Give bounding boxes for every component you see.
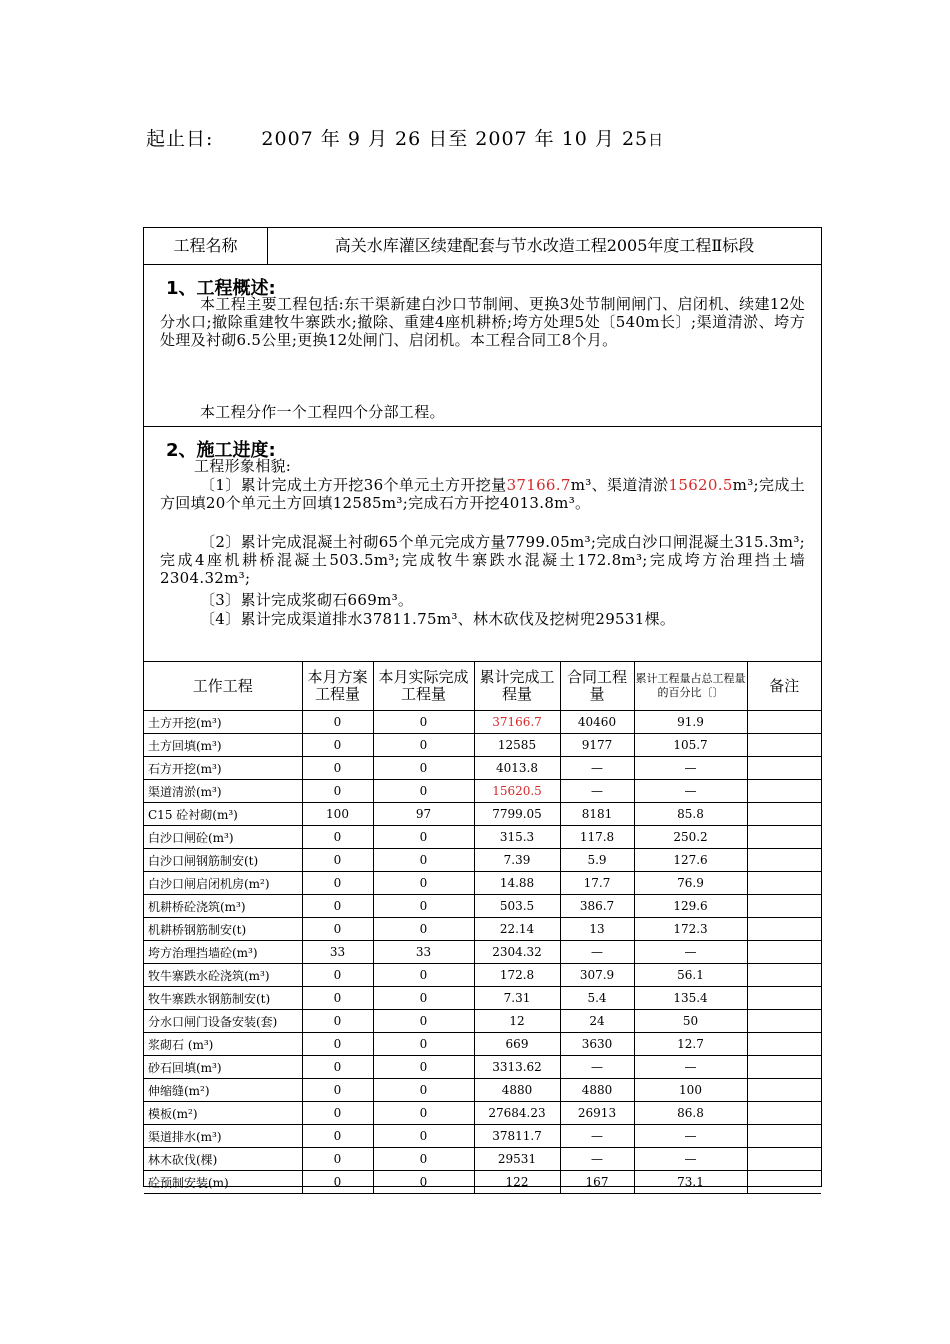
cumulative-cell: 2304.32 bbox=[474, 941, 560, 964]
cumulative-cell: 503.5 bbox=[474, 895, 560, 918]
actual-cell: 0 bbox=[373, 1056, 474, 1079]
contract-cell: 8181 bbox=[560, 803, 634, 826]
work-item-cell: 浆砌石 (m³) bbox=[144, 1033, 302, 1056]
contract-cell: 3630 bbox=[560, 1033, 634, 1056]
table-row bbox=[144, 1102, 821, 1125]
actual-cell: 0 bbox=[373, 964, 474, 987]
cumulative-cell: 122 bbox=[474, 1171, 560, 1194]
percent-cell: 50 bbox=[634, 1010, 747, 1033]
contract-cell: — bbox=[560, 1125, 634, 1148]
planned-cell: 0 bbox=[302, 918, 373, 941]
header-cumulative: 累计完成工程量 bbox=[474, 662, 560, 711]
table-row bbox=[144, 826, 821, 849]
cumulative-cell: 7.39 bbox=[474, 849, 560, 872]
cumulative-cell: 3313.62 bbox=[474, 1056, 560, 1079]
actual-cell: 97 bbox=[373, 803, 474, 826]
highlight-earthwork: 37166.7 bbox=[506, 476, 571, 494]
remarks-cell bbox=[747, 780, 821, 803]
date-label: 起止日: bbox=[146, 128, 214, 150]
percent-cell: 127.6 bbox=[634, 849, 747, 872]
work-item-cell: 白沙口闸钢筋制安(t) bbox=[144, 849, 302, 872]
work-item-cell: 分水口闸门设备安装(套) bbox=[144, 1010, 302, 1033]
percent-cell: 73.1 bbox=[634, 1171, 747, 1194]
work-item-cell: 白沙口闸砼(m³) bbox=[144, 826, 302, 849]
header-actual: 本月实际完成工程量 bbox=[373, 662, 474, 711]
remarks-cell bbox=[747, 757, 821, 780]
actual-cell: 0 bbox=[373, 1102, 474, 1125]
contract-cell: — bbox=[560, 780, 634, 803]
date-range-line bbox=[146, 124, 664, 151]
remarks-cell bbox=[747, 872, 821, 895]
table-row bbox=[144, 1171, 821, 1194]
work-item-cell: 砂石回填(m³) bbox=[144, 1056, 302, 1079]
actual-cell: 33 bbox=[373, 941, 474, 964]
table-row bbox=[144, 964, 821, 987]
work-item-cell: 土方回填(m³) bbox=[144, 734, 302, 757]
percent-cell: 135.4 bbox=[634, 987, 747, 1010]
percent-cell: — bbox=[634, 1125, 747, 1148]
cumulative-cell: 22.14 bbox=[474, 918, 560, 941]
progress-item-1: 〔1〕累计完成土方开挖36个单元土方开挖量37166.7m³、渠道清淤15620.5m³;完成土方回填20个单元土方回填12585m³;完成石方开挖4013.8m³。 bbox=[160, 476, 806, 512]
cumulative-cell: 4880 bbox=[474, 1079, 560, 1102]
project-name-label: 工程名称 bbox=[144, 228, 268, 264]
actual-cell: 0 bbox=[373, 872, 474, 895]
table-row bbox=[144, 1010, 821, 1033]
project-name-value: 高关水库灌区续建配套与节水改造工程2005年度工程Ⅱ标段 bbox=[334, 236, 755, 255]
remarks-cell bbox=[747, 964, 821, 987]
work-item-cell: 渠道排水(m³) bbox=[144, 1125, 302, 1148]
table-row bbox=[144, 711, 821, 734]
cumulative-cell: 172.8 bbox=[474, 964, 560, 987]
table-row bbox=[144, 780, 821, 803]
contract-cell: 26913 bbox=[560, 1102, 634, 1125]
remarks-cell bbox=[747, 849, 821, 872]
contract-cell: 17.7 bbox=[560, 872, 634, 895]
contract-cell: 117.8 bbox=[560, 826, 634, 849]
header-work-item: 工作工程 bbox=[144, 662, 302, 711]
percent-cell: 250.2 bbox=[634, 826, 747, 849]
planned-cell: 0 bbox=[302, 780, 373, 803]
contract-cell: 167 bbox=[560, 1171, 634, 1194]
date-suffix: 日 bbox=[648, 131, 665, 149]
actual-cell: 0 bbox=[373, 757, 474, 780]
overview-paragraph-2: 本工程分作一个工程四个分部工程。 bbox=[200, 403, 445, 421]
contract-cell: 24 bbox=[560, 1010, 634, 1033]
contract-cell: 5.9 bbox=[560, 849, 634, 872]
overview-paragraph: 本工程主要工程包括:东干渠新建白沙口节制闸、更换3处节制闸闸门、启闭机、续建12处分水口;撤除重建牧牛寨跌水;撤除、重建4座机耕桥;垮方处理5处〔540m长〕;渠道清淤、垮方处理及衬砌6.5公里;更换12处闸门、启闭机。本工程合同工8个月。 bbox=[160, 295, 805, 349]
planned-cell: 0 bbox=[302, 1010, 373, 1033]
planned-cell: 0 bbox=[302, 734, 373, 757]
project-name-row bbox=[144, 228, 821, 265]
works-table bbox=[144, 662, 821, 1194]
remarks-cell bbox=[747, 1010, 821, 1033]
table-row bbox=[144, 1056, 821, 1079]
cumulative-cell: 315.3 bbox=[474, 826, 560, 849]
cumulative-cell: 12 bbox=[474, 1010, 560, 1033]
table-row bbox=[144, 987, 821, 1010]
table-row bbox=[144, 941, 821, 964]
planned-cell: 0 bbox=[302, 826, 373, 849]
table-row bbox=[144, 1148, 821, 1171]
remarks-cell bbox=[747, 987, 821, 1010]
progress-title: 2、施工进度: bbox=[166, 440, 276, 461]
remarks-cell bbox=[747, 918, 821, 941]
remarks-cell bbox=[747, 895, 821, 918]
percent-cell: 12.7 bbox=[634, 1033, 747, 1056]
overview-section bbox=[144, 265, 821, 427]
percent-cell: — bbox=[634, 1056, 747, 1079]
contract-cell: 386.7 bbox=[560, 895, 634, 918]
actual-cell: 0 bbox=[373, 918, 474, 941]
planned-cell: 0 bbox=[302, 1148, 373, 1171]
table-row bbox=[144, 757, 821, 780]
actual-cell: 0 bbox=[373, 1125, 474, 1148]
work-item-cell: 林木砍伐(棵) bbox=[144, 1148, 302, 1171]
progress-section bbox=[144, 427, 821, 662]
header-planned: 本月方案工程量 bbox=[302, 662, 373, 711]
table-row bbox=[144, 734, 821, 757]
percent-cell: 129.6 bbox=[634, 895, 747, 918]
work-item-cell: 机耕桥钢筋制安(t) bbox=[144, 918, 302, 941]
percent-cell: — bbox=[634, 780, 747, 803]
remarks-cell bbox=[747, 711, 821, 734]
remarks-cell bbox=[747, 1079, 821, 1102]
planned-cell: 0 bbox=[302, 849, 373, 872]
contract-cell: — bbox=[560, 941, 634, 964]
percent-cell: — bbox=[634, 941, 747, 964]
contract-cell: — bbox=[560, 1148, 634, 1171]
actual-cell: 0 bbox=[373, 987, 474, 1010]
contract-cell: 307.9 bbox=[560, 964, 634, 987]
cumulative-cell: 27684.23 bbox=[474, 1102, 560, 1125]
planned-cell: 0 bbox=[302, 1033, 373, 1056]
report-frame bbox=[143, 227, 822, 1190]
remarks-cell bbox=[747, 1125, 821, 1148]
table-row bbox=[144, 849, 821, 872]
actual-cell: 0 bbox=[373, 1033, 474, 1056]
work-item-cell: 石方开挖(m³) bbox=[144, 757, 302, 780]
planned-cell: 0 bbox=[302, 1102, 373, 1125]
planned-cell: 0 bbox=[302, 1056, 373, 1079]
actual-cell: 0 bbox=[373, 1171, 474, 1194]
planned-cell: 0 bbox=[302, 1171, 373, 1194]
remarks-cell bbox=[747, 826, 821, 849]
work-item-cell: 垮方治理挡墙砼(m³) bbox=[144, 941, 302, 964]
cumulative-cell: 669 bbox=[474, 1033, 560, 1056]
highlight-dredging: 15620.5 bbox=[668, 476, 733, 494]
percent-cell: — bbox=[634, 1148, 747, 1171]
progress-item-4: 〔4〕累计完成渠道排水37811.75m³、林木砍伐及挖树兜29531棵。 bbox=[200, 610, 676, 628]
table-row bbox=[144, 918, 821, 941]
remarks-cell bbox=[747, 803, 821, 826]
work-item-cell: 机耕桥砼浇筑(m³) bbox=[144, 895, 302, 918]
header-remarks: 备注 bbox=[747, 662, 821, 711]
planned-cell: 0 bbox=[302, 987, 373, 1010]
work-item-cell: 渠道清淤(m³) bbox=[144, 780, 302, 803]
actual-cell: 0 bbox=[373, 826, 474, 849]
actual-cell: 0 bbox=[373, 780, 474, 803]
cumulative-cell: 37166.7 bbox=[474, 711, 560, 734]
percent-cell: — bbox=[634, 757, 747, 780]
table-row bbox=[144, 1079, 821, 1102]
cumulative-cell: 15620.5 bbox=[474, 780, 560, 803]
remarks-cell bbox=[747, 734, 821, 757]
planned-cell: 33 bbox=[302, 941, 373, 964]
planned-cell: 0 bbox=[302, 1125, 373, 1148]
remarks-cell bbox=[747, 1171, 821, 1194]
contract-cell: — bbox=[560, 757, 634, 780]
overview-title: 1、工程概述: bbox=[166, 278, 276, 299]
progress-item-3: 〔3〕累计完成浆砌石669m³。 bbox=[200, 591, 414, 609]
progress-item-2: 〔2〕累计完成混凝土衬砌65个单元完成方量7799.05m³;完成白沙口闸混凝土315.3m³;完成4座机耕桥混凝土503.5m³;完成牧牛寨跌水混凝土172.8m³;完成垮方治理挡土墙2304.32m³; bbox=[160, 533, 805, 587]
planned-cell: 0 bbox=[302, 757, 373, 780]
actual-cell: 0 bbox=[373, 1010, 474, 1033]
percent-cell: 86.8 bbox=[634, 1102, 747, 1125]
work-item-cell: 模板(m²) bbox=[144, 1102, 302, 1125]
remarks-cell bbox=[747, 1148, 821, 1171]
planned-cell: 0 bbox=[302, 872, 373, 895]
planned-cell: 0 bbox=[302, 1079, 373, 1102]
work-item-cell: 白沙口闸启闭机房(m²) bbox=[144, 872, 302, 895]
percent-cell: 100 bbox=[634, 1079, 747, 1102]
percent-cell: 105.7 bbox=[634, 734, 747, 757]
actual-cell: 0 bbox=[373, 895, 474, 918]
actual-cell: 0 bbox=[373, 1148, 474, 1171]
cumulative-cell: 7.31 bbox=[474, 987, 560, 1010]
work-item-cell: 牧牛寨跌水钢筋制安(t) bbox=[144, 987, 302, 1010]
percent-cell: 76.9 bbox=[634, 872, 747, 895]
contract-cell: 4880 bbox=[560, 1079, 634, 1102]
table-row bbox=[144, 895, 821, 918]
percent-cell: 85.8 bbox=[634, 803, 747, 826]
contract-cell: 9177 bbox=[560, 734, 634, 757]
actual-cell: 0 bbox=[373, 1079, 474, 1102]
actual-cell: 0 bbox=[373, 849, 474, 872]
remarks-cell bbox=[747, 1056, 821, 1079]
contract-cell: 40460 bbox=[560, 711, 634, 734]
table-row bbox=[144, 803, 821, 826]
header-percent: 累计工程量占总工程量的百分比〔〕 bbox=[634, 662, 747, 711]
cumulative-cell: 4013.8 bbox=[474, 757, 560, 780]
remarks-cell bbox=[747, 941, 821, 964]
contract-cell: 13 bbox=[560, 918, 634, 941]
remarks-cell bbox=[747, 1033, 821, 1056]
percent-cell: 56.1 bbox=[634, 964, 747, 987]
planned-cell: 0 bbox=[302, 711, 373, 734]
cumulative-cell: 37811.7 bbox=[474, 1125, 560, 1148]
table-row bbox=[144, 1033, 821, 1056]
percent-cell: 91.9 bbox=[634, 711, 747, 734]
date-range: 2007 年 9 月 26 日至 2007 年 10 月 25 bbox=[261, 128, 649, 150]
header-contract: 合同工程量 bbox=[560, 662, 634, 711]
actual-cell: 0 bbox=[373, 734, 474, 757]
planned-cell: 0 bbox=[302, 895, 373, 918]
cumulative-cell: 7799.05 bbox=[474, 803, 560, 826]
percent-cell: 172.3 bbox=[634, 918, 747, 941]
table-row bbox=[144, 872, 821, 895]
contract-cell: — bbox=[560, 1056, 634, 1079]
cumulative-cell: 14.88 bbox=[474, 872, 560, 895]
progress-subtitle: 工程形象相貌: bbox=[194, 457, 292, 475]
table-header-row bbox=[144, 662, 821, 711]
cumulative-cell: 12585 bbox=[474, 734, 560, 757]
contract-cell: 5.4 bbox=[560, 987, 634, 1010]
work-item-cell: 伸缩缝(m²) bbox=[144, 1079, 302, 1102]
cumulative-cell: 29531 bbox=[474, 1148, 560, 1171]
planned-cell: 0 bbox=[302, 964, 373, 987]
table-row bbox=[144, 1125, 821, 1148]
work-item-cell: C15 砼衬砌(m³) bbox=[144, 803, 302, 826]
work-item-cell: 砼预制安装(m) bbox=[144, 1171, 302, 1194]
work-item-cell: 牧牛寨跌水砼浇筑(m³) bbox=[144, 964, 302, 987]
actual-cell: 0 bbox=[373, 711, 474, 734]
work-item-cell: 土方开挖(m³) bbox=[144, 711, 302, 734]
planned-cell: 100 bbox=[302, 803, 373, 826]
remarks-cell bbox=[747, 1102, 821, 1125]
